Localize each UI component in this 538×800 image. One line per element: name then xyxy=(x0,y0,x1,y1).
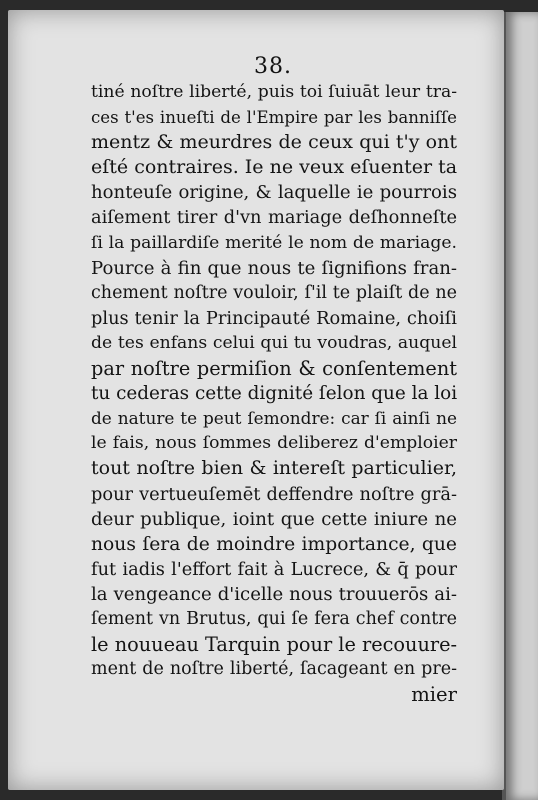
text-line: chement noſtre vouloir, ſ'il te plaiſt de ne xyxy=(91,282,457,303)
text-line: le nouueau Tarquin pour le recouure- xyxy=(91,633,458,657)
text-line: eſté contraires. Ie ne veux eſuenter ta xyxy=(91,156,458,179)
text-line: par noſtre permiſion & conſentement xyxy=(91,357,457,381)
text-line: pour vertueuſemēt deffendre noſtre grā- xyxy=(91,483,457,505)
text-line: de tes enfans celui qui tu voudras, auquel xyxy=(91,332,457,353)
text-line: Pource à fin que nous te ſignifions fran- xyxy=(91,257,457,279)
text-line: tout noſtre bien & intereſt particulier, xyxy=(91,457,457,480)
facing-page-edge xyxy=(506,12,538,800)
text-line: tiné noſtre liberté, puis toi ſuiuāt leur tra- xyxy=(91,82,457,102)
page-text-block xyxy=(91,80,457,707)
catchword: mier xyxy=(411,683,457,707)
text-line: ſement vn Brutus, qui ſe fera chef contre xyxy=(91,608,457,629)
text-line: tu cederas cette dignité ſelon que la loi xyxy=(91,383,458,405)
text-line: ſi la paillardiſe merité le nom de mariage. xyxy=(91,232,457,253)
text-line: ces t'es inueſti de l'Empire par les banniſſe xyxy=(91,108,457,128)
text-line: honteuſe origine, & laquelle ie pourrois xyxy=(91,182,457,204)
text-line: aiſement tirer d'vn mariage deſhonneſte xyxy=(91,207,457,229)
text-line: de nature te peut ſemondre: car ſi ainſi ne xyxy=(91,408,457,429)
text-line: la vengeance d'icelle nous trouuerōs ai- xyxy=(91,583,457,605)
text-line: fut iadis l'effort fait à Lucrece, & q̄ pour xyxy=(91,558,457,580)
text-line: ment de noſtre liberté, ſacageant en pre- xyxy=(91,659,457,680)
text-line: nous ſera de moindre importance, que xyxy=(91,533,457,555)
text-line: mentz & meurdres de ceux qui t'y ont xyxy=(91,131,457,154)
page-number: 38. xyxy=(254,54,292,79)
text-line: plus tenir la Principauté Romaine, choiſi xyxy=(91,307,457,329)
text-line: le fais, nous ſommes deliberez d'emploier xyxy=(91,433,457,454)
text-line: deur publique, ioint que cette iniure ne xyxy=(91,508,457,530)
